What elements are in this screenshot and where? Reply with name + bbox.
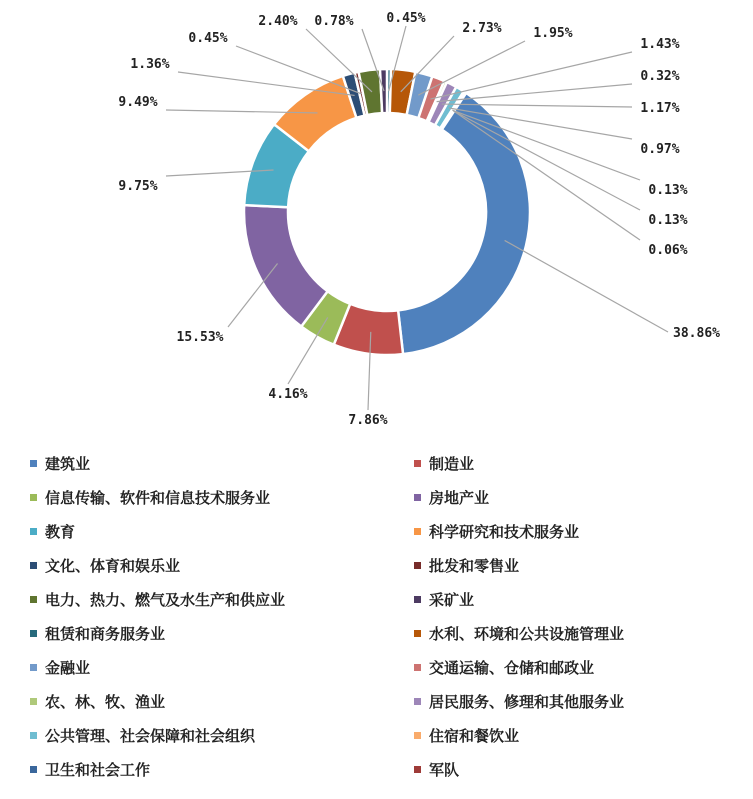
data-label-8: 2.40% (258, 14, 298, 29)
legend-item-7 (414, 554, 519, 576)
data-label-6: 1.36% (130, 57, 170, 72)
legend-swatch-9 (414, 596, 421, 603)
legend-label-11: 水利、环境和公共设施管理业 (429, 624, 625, 643)
legend-label-3: 房地产业 (429, 488, 490, 507)
legend-item-12 (30, 656, 90, 678)
legend-label-6: 文化、体育和娱乐业 (45, 556, 181, 575)
data-label-9: 0.78% (314, 14, 354, 29)
legend-item-14 (30, 690, 165, 712)
data-label-14: 0.32% (640, 69, 680, 84)
data-label-11: 2.73% (462, 21, 502, 36)
legend-label-19: 军队 (429, 760, 460, 779)
legend-swatch-7 (414, 562, 421, 569)
legend-label-12: 金融业 (45, 658, 91, 677)
leader-line-7 (236, 46, 361, 94)
data-label-2: 4.16% (268, 387, 308, 402)
data-label-16: 0.97% (640, 142, 680, 157)
legend-swatch-17 (414, 732, 421, 739)
legend-swatch-2 (30, 494, 37, 501)
data-label-3: 15.53% (176, 330, 224, 345)
legend-swatch-3 (414, 494, 421, 501)
data-label-19: 0.06% (648, 243, 688, 258)
data-label-18: 0.13% (648, 213, 688, 228)
legend-item-9 (414, 588, 474, 610)
data-label-1: 7.86% (348, 413, 388, 428)
legend-item-3 (414, 486, 489, 508)
data-label-7: 0.45% (188, 31, 228, 46)
legend-swatch-11 (414, 630, 421, 637)
legend-label-0: 建筑业 (45, 454, 91, 473)
leader-line-13 (430, 52, 632, 99)
legend-swatch-14 (30, 698, 37, 705)
legend-item-10 (30, 622, 165, 644)
legend-label-15: 居民服务、修理和其他服务业 (429, 692, 625, 711)
legend-swatch-0 (30, 460, 37, 467)
legend-label-16: 公共管理、社会保障和社会组织 (45, 726, 256, 745)
legend-swatch-19 (414, 766, 421, 773)
legend-item-2 (30, 486, 270, 508)
legend-item-11 (414, 622, 624, 644)
legend-item-19 (414, 758, 459, 780)
legend-swatch-15 (414, 698, 421, 705)
data-label-12: 1.95% (533, 26, 573, 41)
legend-item-8 (30, 588, 285, 610)
legend-item-6 (30, 554, 180, 576)
legend-label-18: 卫生和社会工作 (45, 760, 151, 779)
legend-label-14: 农、林、牧、渔业 (45, 692, 166, 711)
legend-swatch-13 (414, 664, 421, 671)
legend-label-9: 采矿业 (429, 590, 475, 609)
data-label-0: 38.86% (673, 326, 720, 341)
legend-item-5 (414, 520, 579, 542)
legend-swatch-4 (30, 528, 37, 535)
data-label-4: 9.75% (118, 179, 158, 194)
legend-item-17 (414, 724, 519, 746)
legend-swatch-5 (414, 528, 421, 535)
legend-swatch-8 (30, 596, 37, 603)
legend-swatch-1 (414, 460, 421, 467)
leader-line-0 (505, 240, 668, 332)
data-label-15: 1.17% (640, 101, 680, 116)
legend-label-8: 电力、热力、燃气及水生产和供应业 (45, 590, 286, 609)
legend-item-16 (30, 724, 255, 746)
slice-3 (244, 205, 328, 326)
legend-label-4: 教育 (45, 522, 76, 541)
data-label-13: 1.43% (640, 37, 680, 52)
legend-swatch-18 (30, 766, 37, 773)
legend-label-10: 租赁和商务服务业 (45, 624, 166, 643)
leader-line-12 (418, 41, 525, 95)
data-label-5: 9.49% (118, 95, 158, 110)
legend-swatch-6 (30, 562, 37, 569)
legend-label-7: 批发和零售业 (429, 556, 520, 575)
legend-label-17: 住宿和餐饮业 (429, 726, 520, 745)
legend-item-4 (30, 520, 75, 542)
legend-label-5: 科学研究和技术服务业 (429, 522, 580, 541)
legend-item-1 (414, 452, 474, 474)
data-label-17: 0.13% (648, 183, 688, 198)
legend-item-0 (30, 452, 90, 474)
legend-label-1: 制造业 (429, 454, 475, 473)
legend-item-18 (30, 758, 150, 780)
legend-item-13 (414, 656, 594, 678)
legend-item-15 (414, 690, 624, 712)
legend-label-13: 交通运输、仓储和邮政业 (429, 658, 595, 677)
data-label-10: 0.45% (386, 11, 426, 26)
legend-swatch-12 (30, 664, 37, 671)
legend-swatch-16 (30, 732, 37, 739)
legend-swatch-10 (30, 630, 37, 637)
legend-label-2: 信息传输、软件和信息技术服务业 (45, 488, 271, 507)
